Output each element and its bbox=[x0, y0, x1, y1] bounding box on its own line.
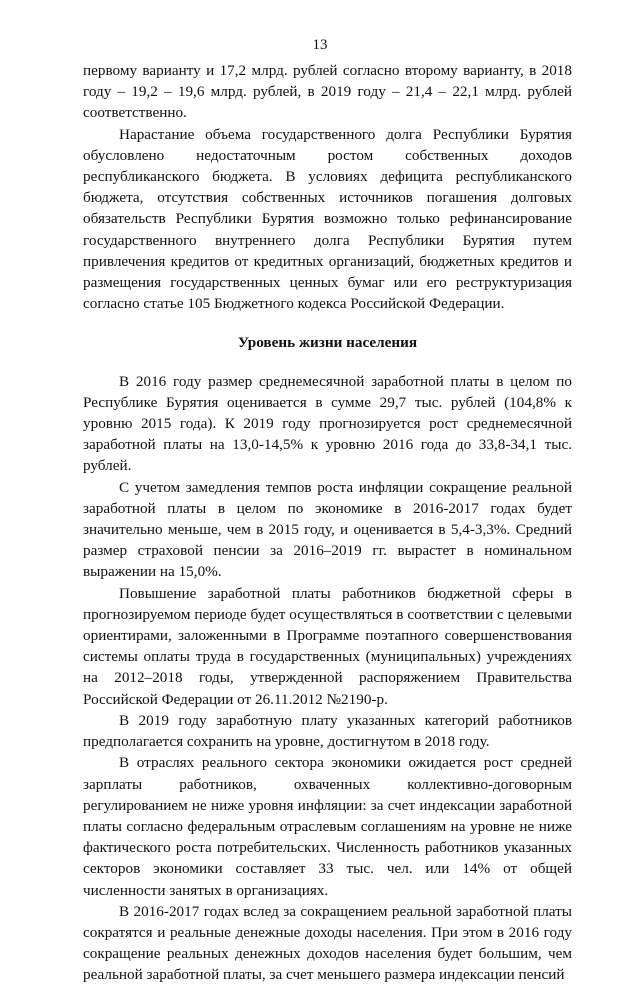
paragraph-debt-growth: Нарастание объема государственного долга Республики Бурятия обусловлено недостаточным ростом собственных доходов республиканского бюджета. В условиях дефицита республиканского бюджета, отсутствия собственных источников погашения долговых обязательств Республики Бурятия возможно только рефинансирование государственного внутреннего долга Республики Бурятия путем привлечения кредитов от кредитных организаций, бюджетных кредитов и размещения государственных ценных бумаг или его реструктуризация согласно статье 105 Бюджетного кодекса Российской Федерации. bbox=[83, 125, 572, 313]
paragraph-average-wage: В 2016 году размер среднемесячной заработной платы в целом по Республике Бурятия оценивается в сумме 29,7 тыс. рублей (104,8% к уровню 2015 года). К 2019 году прогнозируется рост среднемесячной заработной платы на 13,0-14,5% к уровню 2016 года до 33,8-34,1 тыс. рублей. bbox=[83, 372, 572, 475]
page-number: 13 bbox=[312, 37, 328, 53]
section-heading-living-standards: Уровень жизни населения bbox=[237, 334, 418, 352]
paragraph-continuation: первому варианту и 17,2 млрд. рублей согласно второму варианту, в 2018 году – 19,2 – 19,6 млрд. рублей, в 2019 году – 21,4 – 22,1 млрд. рублей соответственно. bbox=[83, 62, 572, 122]
paragraph-public-sector-wage: Повышение заработной платы работников бюджетной сферы в прогнозируемом периоде будет осуществляться в соответствии с целевыми ориентирами, заложенными в Программе поэтапного совершенствования системы оплаты труда в государственных (муниципальных) учреждениях на 2012–2018 годы, утвержденной распоряжением Правительства Российской Федерации от 26.11.2012 №2190-р. bbox=[83, 584, 572, 708]
paragraph-inflation-wage: С учетом замедления темпов роста инфляции сокращение реальной заработной платы в целом по экономике в 2016-2017 годах будет значительно меньше, чем в 2015 году, и оценивается в 5,4-3,3%. Средний размер страховой пенсии за 2016–2019 гг. вырастет в номинальном выражении на 15,0%. bbox=[83, 478, 572, 581]
document-body bbox=[83, 60, 572, 986]
paragraph-real-sector-wage: В отраслях реального сектора экономики ожидается рост средней зарплаты работников, охваченных коллективно-договорным регулированием не ниже уровня инфляции: за счет индексации заработной платы согласно федеральным отраслевым соглашениям на уровне не ниже фактического роста потребительских. Численность работников указанных секторов экономики составляет 33 тыс. чел. или 14% от общей численности занятых в организациях. bbox=[83, 754, 572, 899]
paragraph-real-income: В 2016-2017 годах вслед за сокращением реальной заработной платы сократятся и реальные денежные доходы населения. При этом в 2016 году сокращение реальных денежных доходов населения будет большим, чем реальной заработной платы, за счет меньшего размера индексации пенсий bbox=[83, 902, 572, 984]
paragraph-2019-wage: В 2019 году заработную плату указанных категорий работников предполагается сохранить на уровне, достигнутом в 2018 году. bbox=[83, 711, 572, 751]
